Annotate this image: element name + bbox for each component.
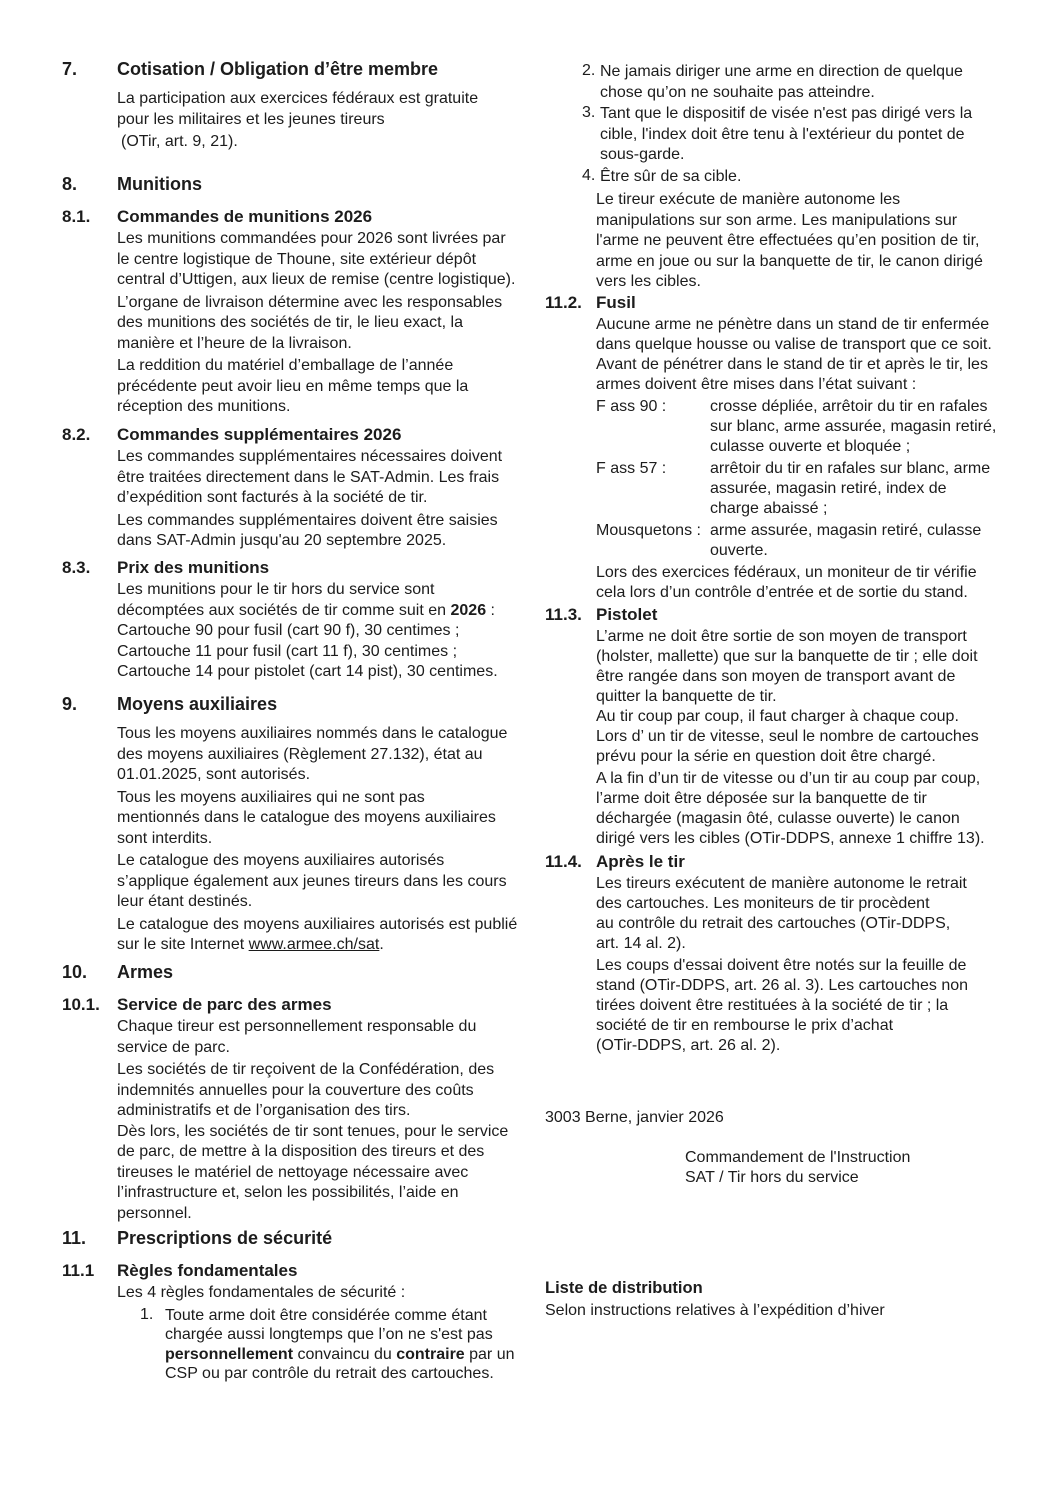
paragraph: Les munitions commandées pour 2026 sont livrées par le centre logistique de Thoune, site extérieur dépôt central d’Uttigen, aux lieux de remise (centre logistique). (117, 230, 516, 288)
text-line: CSP ou par contrôle du retrait des cartouches. (165, 1365, 494, 1382)
section-10-heading (62, 960, 518, 984)
section-title: Cotisation / Obligation d’être membre (117, 59, 439, 79)
weapon-state-fass57 (596, 459, 1021, 519)
section-number: 11. (62, 1228, 87, 1248)
section-title: Armes (117, 962, 174, 982)
paragraph: (OTir, art. 9, 21). (121, 133, 238, 150)
section-7 (62, 57, 518, 155)
weapon-state: arrêtoir du tir en rafales sur blanc, arme assurée, magasin retiré, index de charge abaissé ; (710, 460, 991, 517)
text-line: Cartouche 14 pour pistolet (cart 14 pist), 30 centimes. (117, 663, 498, 680)
rule-item-2 (582, 62, 1021, 103)
text-line: : (486, 601, 495, 619)
rule-text: Tant que le dispositif de visée n'est pas dirigé vers la cible, l'index doit être tenu à l'extérieur du pontet de sous-garde. (600, 105, 973, 163)
text-line: Le catalogue des moyens auxiliaires autorisés est publié (117, 915, 518, 933)
text-line: convaincu du (293, 1345, 397, 1363)
section-number: 8.1. (62, 207, 91, 226)
rule-text (165, 1306, 515, 1384)
section-number: 8.2. (62, 425, 91, 444)
section-title: Moyens auxiliaires (117, 694, 278, 714)
list-number: 3. (582, 104, 596, 121)
section-title: Prescriptions de sécurité (117, 1228, 333, 1248)
section-number: 11.3. (545, 605, 582, 624)
armee-website-link[interactable]: www.armee.ch/sat (248, 936, 380, 953)
paragraph: Le tireur exécute de manière autonome les manipulations sur son arme. Les manipulations sur l'arme ne peuvent être effectuées qu’en position de tir, arme en joue ou sur la banquette de tir, le canon dirigé vers les cibles. (596, 191, 983, 290)
weapon-state: arme assurée, magasin retiré, culasse ouverte. (710, 522, 982, 559)
section-title: Commandes supplémentaires 2026 (117, 425, 402, 444)
section-8-2-heading (62, 424, 518, 446)
section-title: Munitions (117, 174, 202, 194)
section-8-1-heading (62, 206, 518, 228)
section-number: 8.3. (62, 558, 91, 577)
weapon-term: F ass 90 : (596, 398, 667, 415)
text-line: décomptées aux sociétés de tir comme suit en (117, 601, 451, 619)
signature-line-2: SAT / Tir hors du service (685, 1169, 859, 1186)
section-number: 8. (62, 174, 78, 194)
weapon-term: F ass 57 : (596, 460, 667, 477)
text-line: . (379, 936, 384, 953)
section-number: 7. (62, 59, 78, 79)
text-line: Cartouche 90 pour fusil (cart 90 f), 30 centimes ; (117, 622, 460, 639)
section-title: Commandes de munitions 2026 (117, 207, 373, 226)
signature-line-1: Commandement de l'Instruction (685, 1148, 911, 1166)
text-line: par un (464, 1345, 515, 1363)
section-11-4 (545, 851, 1021, 1058)
section-title: Fusil (596, 293, 636, 312)
section-number: 11.4. (545, 852, 582, 871)
list-number: 4. (582, 166, 596, 184)
rule-item-4 (582, 167, 1021, 188)
section-7-heading (62, 57, 518, 81)
paragraph: Chaque tireur est personnellement responsable du service de parc. (117, 1018, 477, 1056)
distribution-list-title: Liste de distribution (545, 1278, 703, 1297)
section-title: Pistolet (596, 605, 658, 624)
text-line: sur le site Internet (117, 936, 249, 953)
list-number: 1. (140, 1305, 154, 1323)
section-title: Service de parc des armes (117, 995, 332, 1014)
left-column (62, 0, 518, 1497)
weapon-state-fass90 (596, 397, 1021, 457)
paragraph: Le catalogue des moyens auxiliaires autorisés s’applique également aux jeunes tireurs dans les cours leur étant destinés. (117, 852, 507, 910)
munition-price-paragraph (117, 580, 518, 683)
section-10-1-heading (62, 994, 518, 1016)
paragraph: Tous les moyens auxiliaires nommés dans le catalogue des moyens auxiliaires (Règlement 27.132), état au 01.01.2025, sont autorisés. (117, 725, 508, 783)
catalog-link-paragraph (117, 915, 518, 956)
paragraph: Les commandes supplémentaires doivent être saisies dans SAT-Admin jusqu'au 20 septembre 2025. (117, 511, 498, 549)
weapon-state-mousquetons (596, 521, 1021, 561)
rule-text: Être sûr de sa cible. (600, 167, 742, 185)
section-8-2 (62, 424, 518, 554)
text-line: Cartouche 11 pour fusil (cart 11 f), 30 centimes ; (117, 642, 458, 660)
section-11-heading (62, 1226, 518, 1250)
paragraph: A la fin d’un tir de vitesse ou d’un tir au coup par coup, l’arme doit être déposée sur la banquette de tir déchargée (magasin ôté, culasse ouverte) le canon dirigé vers les cibles (OTir-DDPS, annexe 1 chiffre 13). (596, 770, 985, 847)
paragraph: La reddition du matériel d’emballage de l’année précédente peut avoir lieu en même temps que la réception des munitions. (117, 357, 469, 415)
paragraph: Tous les moyens auxiliaires qui ne sont pas mentionnés dans le catalogue des moyens auxiliaires sont interdits. (117, 788, 496, 847)
weapon-term: Mousquetons : (596, 522, 701, 539)
rule-text: Ne jamais diriger une arme en direction de quelque chose qu’on ne souhaite pas atteindre. (600, 63, 963, 101)
text-line: Toute arme doit être considérée comme étant (165, 1306, 487, 1324)
paragraph: Les coups d'essai doivent être notés sur la feuille de stand (OTir-DDPS, art. 26 al. 3). Les cartouches non tirées doivent être restituées à la société de tir ; la société de tir en rembourse le prix d’achat (OTir-DDPS, art. 26 al. 2). (596, 957, 969, 1054)
section-title: Règles fondamentales (117, 1261, 298, 1280)
section-11-1-heading (62, 1260, 518, 1282)
section-11 (62, 1226, 518, 1258)
section-10 (62, 960, 518, 992)
section-9 (62, 692, 518, 958)
section-8-1 (62, 206, 518, 420)
rule-item-3 (582, 104, 1021, 166)
bold-word: personnellement (165, 1345, 294, 1363)
list-number: 2. (582, 62, 596, 79)
signature-block (685, 1148, 1021, 1189)
section-number: 10.1. (62, 995, 100, 1014)
rule-item-1 (140, 1306, 518, 1384)
section-11-4-heading (545, 851, 1021, 873)
paragraph: Les sociétés de tir reçoivent de la Confédération, des indemnités annuelles pour la couverture des coûts administratifs et de l’organisation des tirs. Dès lors, les sociétés de tir sont tenues, pour le service de parc, de mettre à la disposition des tireurs et des tireuses le matériel de nettoyage nécessaire avec l’infrastructure et, selon les possibilités, l’aide en personnel. (117, 1061, 509, 1222)
section-number: 11.2. (545, 293, 582, 312)
section-11-3 (545, 604, 1021, 851)
safety-rules-continued (545, 62, 1021, 295)
section-title: Après le tir (596, 852, 685, 871)
section-title: Prix des munitions (117, 558, 270, 577)
section-11-1 (62, 1260, 518, 1385)
paragraph: Les commandes supplémentaires nécessaires doivent être traitées directement dans le SAT-Admin. Les frais d’expédition sont facturés à la société de tir. (117, 448, 503, 506)
section-number: 11.1 (62, 1261, 95, 1280)
distribution-list-body: Selon instructions relatives à l’expédition d’hiver (545, 1301, 885, 1319)
section-8-3-heading (62, 557, 518, 579)
section-11-2-heading (545, 292, 1021, 314)
bold-word: contraire (396, 1345, 465, 1363)
section-11-3-heading (545, 604, 1021, 626)
section-11-2 (545, 292, 1021, 605)
right-column (545, 0, 1021, 1497)
section-8-heading (62, 172, 518, 196)
weapon-state: crosse dépliée, arrêtoir du tir en rafales sur blanc, arme assurée, magasin retiré, culasse ouverte et bloquée ; (710, 398, 997, 455)
text-line: chargée aussi longtemps que l’on ne s'est pas (165, 1326, 493, 1343)
section-8 (62, 172, 518, 204)
paragraph: Les tireurs exécutent de manière autonome le retrait des cartouches. Les moniteurs de tir procèdent au contrôle du retrait des cartouches (OTir-DDPS, art. 14 al. 2). (596, 875, 967, 952)
section-9-heading (62, 692, 518, 716)
bold-year: 2026 (450, 601, 487, 619)
section-8-3 (62, 557, 518, 685)
paragraph: L’arme ne doit être sortie de son moyen de transport (holster, mallette) que sur la banquette de tir ; elle doit être rangée dans son moyen de transport avant de quitter la banquette de tir. Au tir coup par coup, il faut charger à chaque coup. Lors d’ un tir de vitesse, seul le nombre de cartouches prévu pour la série en question doit être chargé. (596, 628, 979, 765)
paragraph: Lors des exercices fédéraux, un moniteur de tir vérifie cela lors d’un contrôle d’entrée et de sortie du stand. (596, 564, 977, 601)
section-10-1 (62, 994, 518, 1226)
paragraph: Aucune arme ne pénètre dans un stand de tir enfermée dans quelque housse ou valise de transport que ce soit. Avant de pénétrer dans le stand de tir et après le tir, les armes doivent être mises dans l’état suivant : (596, 316, 992, 393)
place-date: 3003 Berne, janvier 2026 (545, 1109, 724, 1126)
section-number: 10. (62, 962, 88, 982)
rules-intro: Les 4 règles fondamentales de sécurité : (117, 1284, 406, 1301)
paragraph: La participation aux exercices fédéraux est gratuite pour les militaires et les jeunes tireurs (117, 90, 479, 128)
document-footer (545, 1108, 1021, 1320)
section-number: 9. (62, 694, 78, 714)
text-line: Les munitions pour le tir hors du service sont (117, 581, 435, 598)
paragraph: L’organe de livraison détermine avec les responsables des munitions des sociétés de tir, le lieu exact, la manière et l’heure de la livraison. (117, 293, 503, 352)
